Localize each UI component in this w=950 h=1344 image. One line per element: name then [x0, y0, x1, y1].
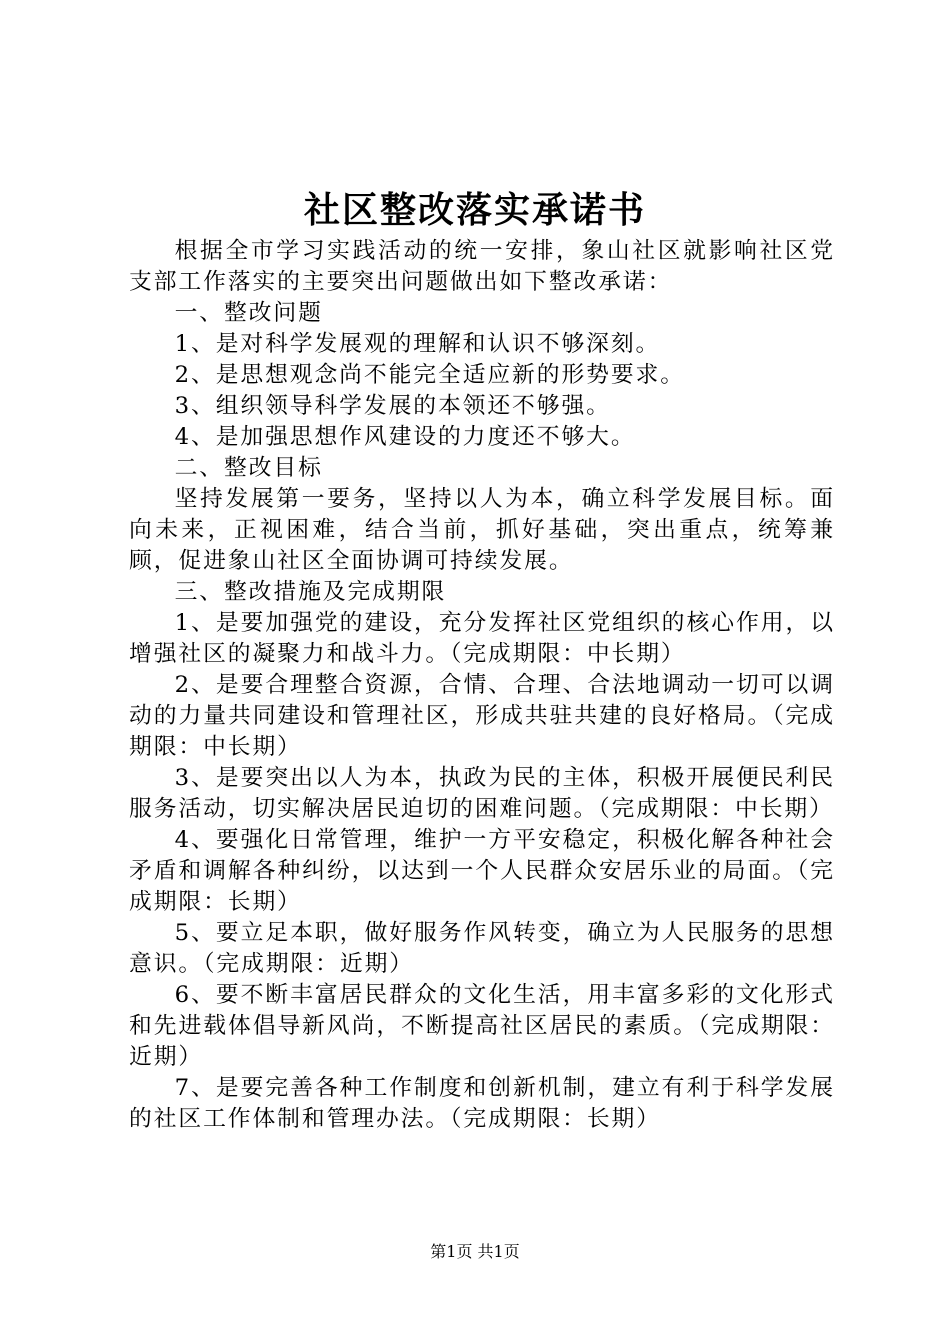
- intro-paragraph: 根据全市学习实践活动的统一安排，象山社区就影响社区党支部工作落实的主要突出问题做出如下整改承诺：: [129, 238, 835, 295]
- section-heading-measures: 三、整改措施及完成期限: [174, 579, 447, 605]
- measure-item: 5、要立足本职，做好服务作风转变，确立为人民服务的思想意识。（完成期限：近期）: [129, 920, 835, 977]
- measure-item: 1、是要加强党的建设，充分发挥社区党组织的核心作用，以增强社区的凝聚力和战斗力。（完成期限：中长期）: [129, 610, 835, 667]
- measure-item: 4、要强化日常管理，维护一方平安稳定，积极化解各种社会矛盾和调解各种纠纷，以达到一个人民群众安居乐业的局面。（完成期限：长期）: [129, 827, 835, 915]
- section-heading-goals: 二、整改目标: [174, 455, 323, 481]
- goals-paragraph: 坚持发展第一要务，坚持以人为本，确立科学发展目标。面向未来，正视困难，结合当前，抓好基础，突出重点，统筹兼顾，促进象山社区全面协调可持续发展。: [129, 486, 835, 574]
- issue-item: 2、是思想观念尚不能完全适应新的形势要求。: [174, 362, 685, 388]
- document-title: 社区整改落实承诺书: [303, 189, 646, 231]
- measure-item: 7、是要完善各种工作制度和创新机制，建立有利于科学发展的社区工作体制和管理办法。（完成期限：长期）: [129, 1075, 835, 1132]
- page-footer: 第1页 共1页: [430, 1242, 520, 1261]
- section-heading-issues: 一、整改问题: [174, 300, 323, 326]
- issue-item: 4、是加强思想作风建设的力度还不够大。: [174, 424, 636, 450]
- issue-item: 3、组织领导科学发展的本领还不够强。: [174, 393, 611, 419]
- issue-item: 1、是对科学发展观的理解和认识不够深刻。: [174, 331, 661, 357]
- measure-item: 3、是要突出以人为本，执政为民的主体，积极开展便民利民服务活动，切实解决居民迫切的困难问题。（完成期限：中长期）: [129, 765, 835, 822]
- measure-item: 2、是要合理整合资源，合情、合理、合法地调动一切可以调动的力量共同建设和管理社区，形成共驻共建的良好格局。（完成期限：中长期）: [129, 672, 835, 760]
- document-body: [129, 236, 835, 1135]
- measure-item: 6、要不断丰富居民群众的文化生活，用丰富多彩的文化形式和先进载体倡导新风尚，不断提高社区居民的素质。（完成期限：近期）: [129, 982, 835, 1070]
